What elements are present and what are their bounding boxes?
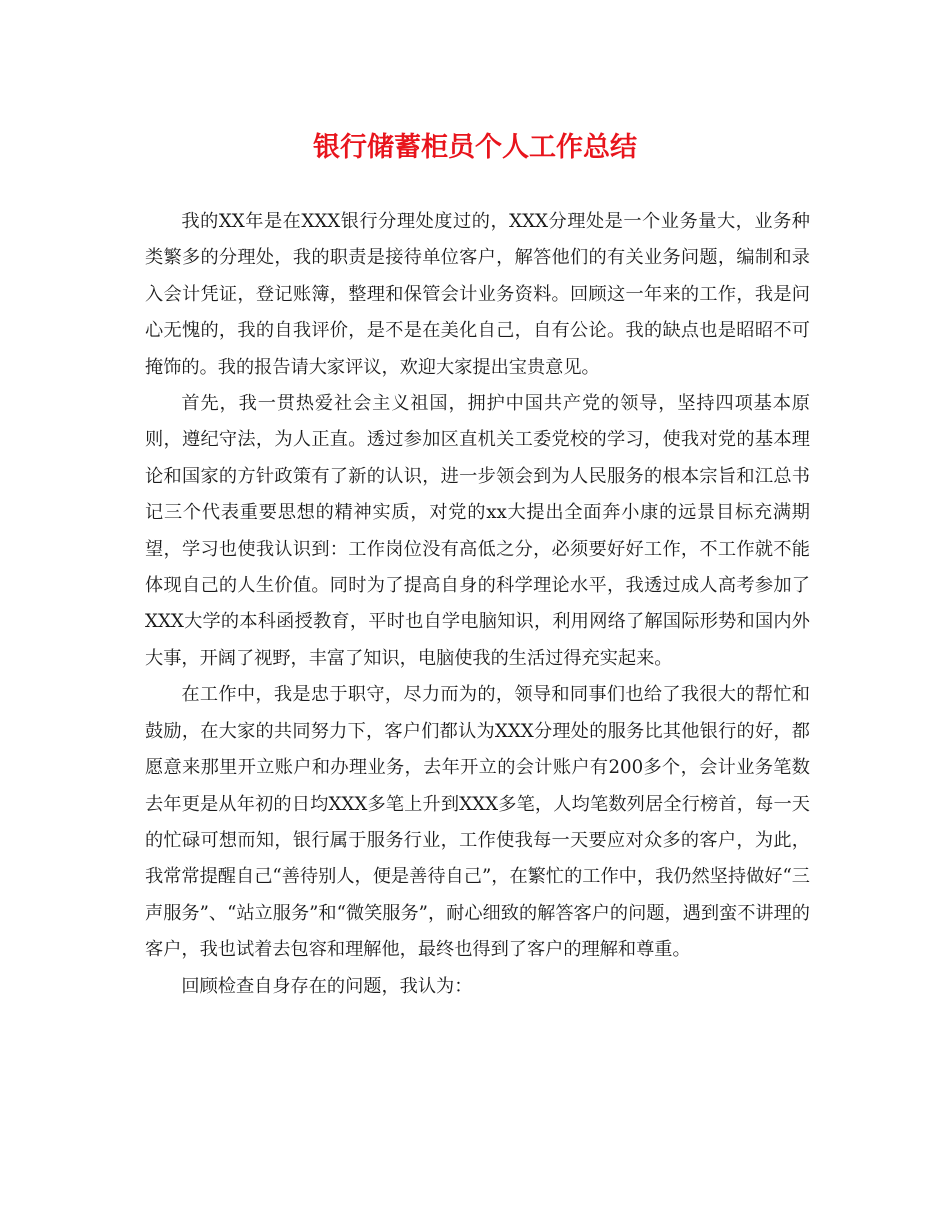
paragraph-self-review: 回顾检查自身存在的问题，我认为： — [181, 975, 473, 997]
paragraph-politics-study: 首先，我一贯热爱社会主义祖国，拥护中国共产党的领导，坚持四项基本原则，遵纪守法，为人正直。透过参加区直机关工委党校的学习，使我对党的基本理论和国家的方针政策有了新的认识，进一步领会到为人民服务的根本宗旨和江总书记三个代表重要思想的精神实质，对党的xx大提出全面奔小康的远景目标充满期望，学习也使我认识到：工作岗位没有高低之分，必须要好好工作，不工作就不能体现自己的人生价值。同时为了提高自身的科学理论水平，我透过成人高考参加了XXX大学的本科函授教育，平时也自学电脑知识，利用网络了解国际形势和国内外大事，开阔了视野，丰富了知识，电脑使我的生活过得充实起来。 — [145, 393, 810, 669]
document-title: 银行储蓄柜员个人工作总结 — [313, 132, 637, 163]
paragraph-intro: 我的XX年是在XXX银行分理处度过的，XXX分理处是一个业务量大，业务种类繁多的分理处，我的职责是接待单位客户，解答他们的有关业务问题，编制和录入会计凭证，登记账簿，整理和保管会计业务资料。回顾这一年来的工作，我是问心无愧的，我的自我评价，是不是在美化自己，自有公论。我的缺点也是昭昭不可掩饰的。我的报告请大家评议，欢迎大家提出宝贵意见。 — [145, 211, 810, 378]
paragraph-work-performance: 在工作中，我是忠于职守，尽力而为的，领导和同事们也给了我很大的帮忙和鼓励，在大家的共同努力下，客户们都认为XXX分理处的服务比其他银行的好，都愿意来那里开立账户和办理业务，去年开立的会计账户有200多个，会计业务笔数去年更是从年初的日均XXX多笔上升到XXX多笔，人均笔数列居全行榜首，每一天的忙碌可想而知，银行属于服务行业，工作使我每一天要应对众多的客户，为此，我常常提醒自己“善待别人，便是善待自己”，在繁忙的工作中，我仍然坚持做好“三声服务”、“站立服务”和“微笑服务”，耐心细致的解答客户的问题，遇到蛮不讲理的客户，我也试着去包容和理解他，最终也得到了客户的理解和尊重。 — [145, 684, 810, 961]
document-body — [145, 204, 810, 1005]
